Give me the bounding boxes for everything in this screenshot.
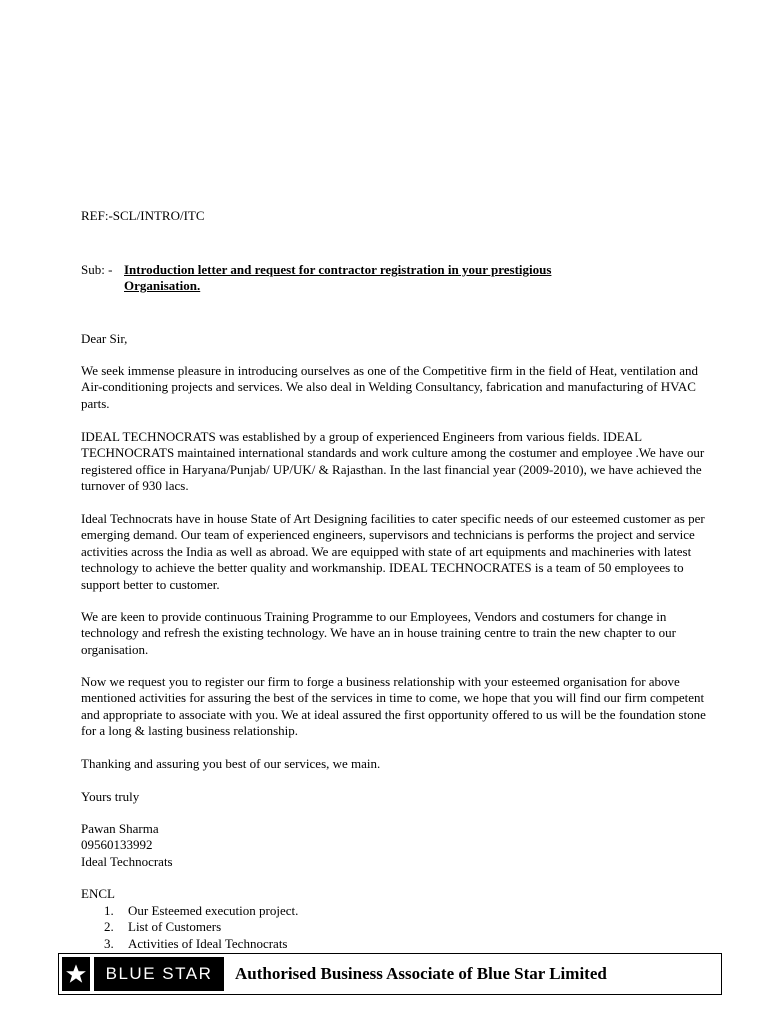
star-icon xyxy=(65,963,87,985)
paragraph-intro: We seek immense pleasure in introducing ourselves as one of the Competitive firm in the field of Heat, ventilation and Air-conditioning projects and services. We also deal in Welding Consultancy, fabrication and manufacturing of HVAC parts. xyxy=(81,363,699,411)
paragraph-thanks: Thanking and assuring you best of our services, we main. xyxy=(81,756,381,771)
list-item xyxy=(104,919,298,935)
brand-logo: BLUE STAR xyxy=(94,957,224,991)
signature-block xyxy=(81,821,706,870)
list-item xyxy=(104,936,298,952)
list-item-text: Activities of Ideal Technocrats xyxy=(128,935,288,951)
list-item-text: Our Esteemed execution project. xyxy=(128,903,299,918)
signatory-name: Pawan Sharma xyxy=(81,821,159,836)
list-item-text: List of Customers xyxy=(128,919,222,935)
footer-banner xyxy=(58,953,722,995)
greeting: Dear Sir, xyxy=(81,331,128,346)
signatory-phone: 09560133992 xyxy=(81,837,153,853)
paragraph-request: Now we request you to register our firm to forge a business relationship with your esteemed organisation for above mentioned activities for assuring the best of the services in time to come, we hope that you will find our firm competent and appropriate to associate with you. We at ideal assured the first opportunity offered to us will be the foundation stone for a long & lasting business relationship. xyxy=(81,674,706,739)
signatory-company: Ideal Technocrats xyxy=(81,853,173,869)
paragraph-establishment: IDEAL TECHNOCRATS was established by a group of experienced Engineers from various fields. IDEAL TECHNOCRATS maintained international standards and work culture among the costumer and employee .We have our registered office in Haryana/Punjab/ UP/UK/ & Rajasthan. In the last financial year (2009-2010), we have achieved the turnover of 930 lacs. xyxy=(81,429,705,494)
closing: Yours truly xyxy=(81,789,140,804)
enclosure-list xyxy=(104,903,298,952)
list-item-number: 2. xyxy=(104,919,114,935)
subject-text-line-2: Organisation. xyxy=(124,278,201,294)
paragraph-training: We are keen to provide continuous Training Programme to our Employees, Vendors and costumers for change in technology and refresh the existing technology. We have an in house training centre to train the new chapter to our organisation. xyxy=(81,609,676,657)
paragraph-facilities: Ideal Technocrats have in house State of Art Designing facilities to cater specific needs of our esteemed customer as per emerging demand. Our team of experienced engineers, supervisors and technicians is performs the project and service activities across the India as well as abroad. We are equipped with state of art equipments and machineries with latest technology to achieve the better quality and workmanship. IDEAL TECHNOCRATES is a team of 50 employees to support better to customer. xyxy=(81,511,705,592)
star-logo xyxy=(62,957,90,991)
list-item-number: 3. xyxy=(104,935,114,951)
subject-text-line-1: Introduction letter and request for contractor registration in your prestigious xyxy=(124,262,552,277)
subject-label: Sub: - xyxy=(81,262,113,277)
reference-number: REF:-SCL/INTRO/ITC xyxy=(81,208,205,223)
enclosure-label: ENCL xyxy=(81,886,115,901)
subject-text xyxy=(124,262,684,295)
footer-tagline: Authorised Business Associate of Blue Star Limited xyxy=(235,964,607,983)
list-item xyxy=(104,903,298,919)
list-item-number: 1. xyxy=(104,903,114,918)
